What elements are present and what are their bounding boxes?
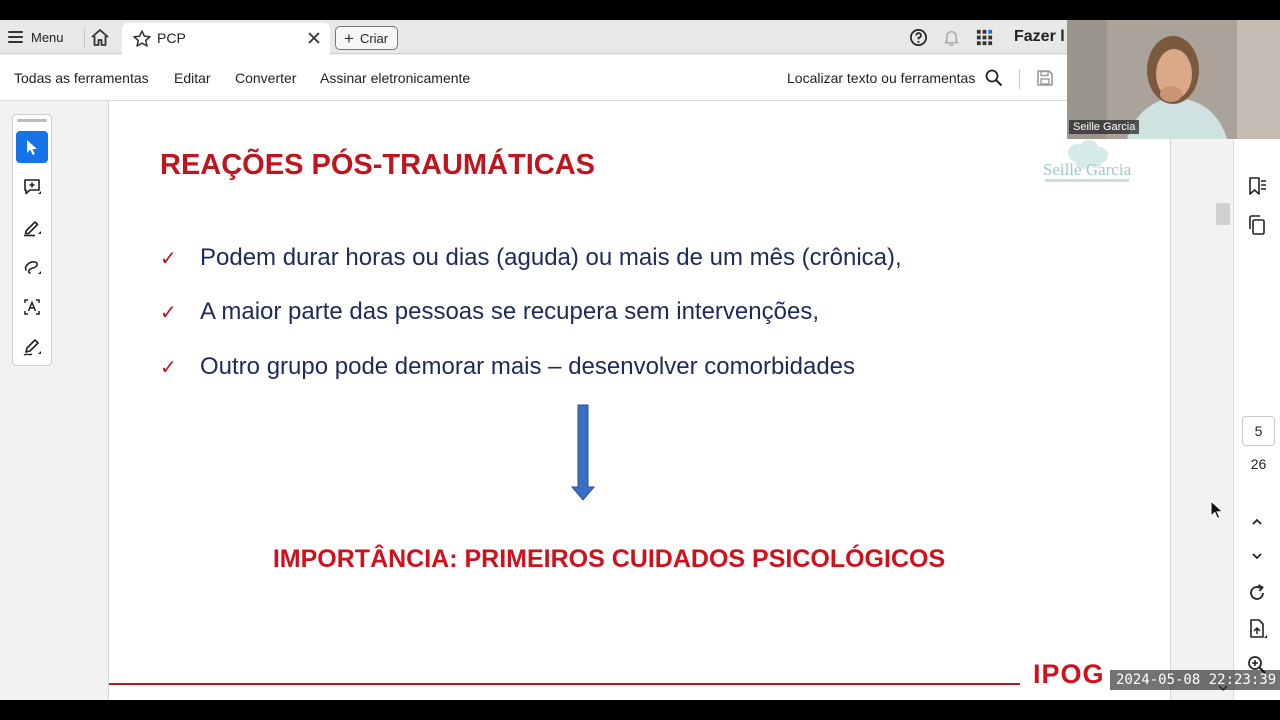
divider — [84, 28, 85, 48]
sign-in-link[interactable]: Fazer l — [1014, 28, 1065, 45]
hamburger-icon — [8, 31, 23, 43]
bullet-item — [160, 244, 902, 272]
search-icon[interactable] — [984, 68, 1004, 88]
page-number-input[interactable]: 5 — [1242, 416, 1275, 446]
bell-icon[interactable] — [942, 28, 961, 47]
check-icon: ✓ — [160, 247, 177, 270]
menu-button[interactable] — [8, 26, 64, 48]
text-recognition-icon — [22, 297, 42, 317]
check-icon: ✓ — [160, 301, 177, 324]
draw-button[interactable] — [16, 251, 48, 283]
close-icon[interactable] — [306, 30, 322, 46]
sign-icon — [22, 337, 42, 357]
rail-drag-handle[interactable] — [17, 119, 47, 122]
down-arrow-icon — [570, 404, 596, 502]
home-icon[interactable] — [90, 28, 110, 48]
footer-rule — [109, 683, 1020, 685]
highlight-icon — [22, 217, 42, 237]
emphasis-heading: IMPORTÂNCIA: PRIMEIROS CUIDADOS PSICOLÓGICOS — [272, 545, 946, 573]
save-icon[interactable] — [1035, 68, 1055, 88]
toolbar-e-sign[interactable]: Assinar eletronicamente — [320, 70, 471, 86]
chevron-up-icon[interactable] — [1246, 511, 1268, 533]
copy-pages-icon[interactable] — [1246, 214, 1268, 236]
page-total: 26 — [1250, 456, 1267, 472]
create-label: Criar — [359, 30, 389, 46]
text-recognition-button[interactable] — [16, 291, 48, 323]
slide-title: REAÇÕES PÓS-TRAUMÁTICAS — [160, 149, 596, 181]
bullet-item — [160, 353, 855, 381]
refresh-icon[interactable] — [1246, 582, 1268, 604]
add-comment-button[interactable] — [16, 171, 48, 203]
right-navigation-rail — [1233, 101, 1280, 700]
mouse-cursor-icon — [1210, 500, 1224, 520]
bullet-item — [160, 298, 819, 326]
brand-logo-tagline — [1045, 179, 1129, 182]
menu-label: Menu — [31, 29, 64, 45]
plus-icon: + — [344, 28, 354, 48]
toolbar-convert[interactable]: Converter — [235, 70, 297, 86]
sign-button[interactable] — [16, 331, 48, 363]
tab-title: PCP — [157, 30, 186, 46]
quick-tools-rail — [12, 114, 52, 366]
chevron-down-icon[interactable] — [1246, 545, 1268, 567]
scrollbar-thumb[interactable] — [1216, 203, 1230, 225]
brand-logo-text: Seille Garcia — [1042, 160, 1132, 179]
highlight-button[interactable] — [16, 211, 48, 243]
vertical-scrollbar[interactable] — [1213, 101, 1233, 700]
select-tool-icon — [22, 137, 42, 157]
participant-name: Seille Garcia — [1069, 120, 1139, 134]
draw-icon — [22, 257, 42, 277]
pdf-page — [108, 101, 1171, 700]
apps-grid-icon[interactable] — [975, 28, 994, 47]
bookmark-icon[interactable] — [1246, 175, 1268, 197]
toolbar-edit[interactable]: Editar — [174, 70, 211, 86]
bullet-text: A maior parte das pessoas se recupera sem intervenções, — [200, 298, 819, 325]
bullet-text: Outro grupo pode demorar mais – desenvolver comorbidades — [200, 353, 856, 380]
add-comment-icon — [22, 177, 42, 197]
bullet-text: Podem durar horas ou dias (aguda) ou mais de um mês (crônica), — [200, 244, 902, 271]
tab-document[interactable] — [122, 23, 330, 55]
find-tools-field[interactable]: Localizar texto ou ferramentas — [787, 70, 976, 86]
toolbar-all-tools[interactable]: Todas as ferramentas — [14, 70, 149, 86]
footer-logo: IPOG — [1033, 659, 1105, 689]
star-icon[interactable] — [132, 29, 152, 49]
create-button[interactable] — [335, 26, 398, 50]
check-icon: ✓ — [160, 356, 177, 379]
webcam-video — [1067, 20, 1280, 139]
pdf-viewer-window — [0, 20, 1280, 700]
recording-timestamp: 2024-05-08 22:23:39 — [1110, 670, 1280, 690]
help-icon[interactable] — [909, 28, 928, 47]
divider — [1019, 69, 1020, 89]
select-tool-button[interactable] — [16, 131, 48, 163]
document-convert-icon[interactable] — [1246, 618, 1268, 640]
